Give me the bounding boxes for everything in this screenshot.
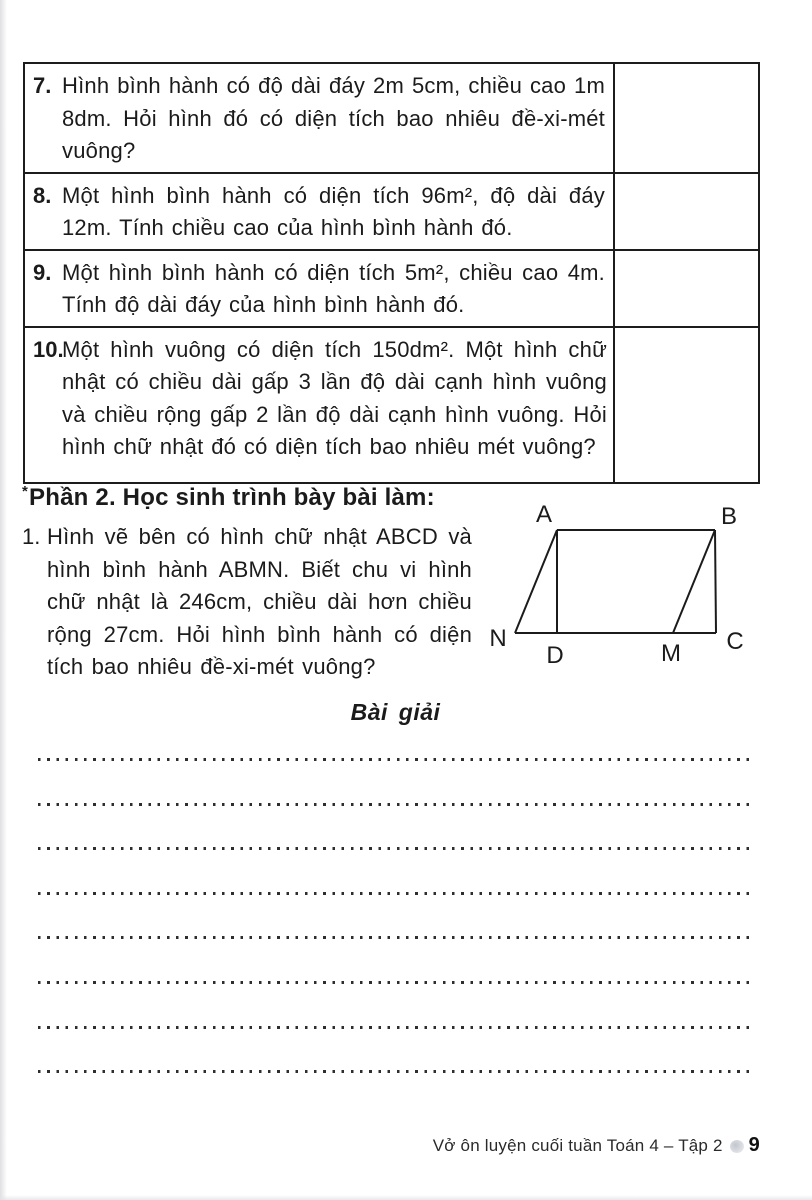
table-row <box>25 251 758 328</box>
problem-text: Một hình bình hành có diện tích 96m², độ dài đáy 12m. Tính chiều cao của hình bình hành đó. <box>62 182 605 240</box>
vertex-label-B: B <box>720 503 738 530</box>
answer-dotted-line <box>38 981 753 984</box>
problem-10-cell <box>25 328 615 482</box>
answer-lines <box>38 758 753 1115</box>
answer-dotted-line <box>38 1026 753 1029</box>
answer-dotted-line <box>38 1070 753 1073</box>
answer-cell <box>615 251 758 326</box>
answer-dotted-line <box>38 892 753 895</box>
solution-heading: Bài giải <box>350 699 441 725</box>
problem-9-cell <box>25 251 615 326</box>
problem-number: 10. <box>33 336 64 362</box>
edge-BC <box>715 530 716 633</box>
problem-text: Một hình bình hành có diện tích 5m², chiều cao 4m. Tính độ dài đáy của hình bình hành đó. <box>62 259 605 317</box>
page-footer <box>0 1134 760 1157</box>
edge-AN <box>515 530 557 633</box>
vertex-label-D: D <box>546 642 564 669</box>
problem-text: Hình vẽ bên có hình chữ nhật ABCD và hình bình hành ABMN. Biết chu vi hình chữ nhật là 246cm, chiều dài hơn chiều rộng 27cm. Hỏi hình bình hành có diện tích bao nhiêu đề-xi-mét vuông? <box>47 524 472 679</box>
answer-dotted-line <box>38 803 753 806</box>
answer-dotted-line <box>38 758 753 761</box>
table-row <box>25 64 758 174</box>
vertex-label-A: A <box>535 501 553 528</box>
problem-number: 8. <box>33 182 52 208</box>
vertex-label-C: C <box>726 628 744 655</box>
answer-dotted-line <box>38 936 753 939</box>
problem-7-cell <box>25 64 615 172</box>
heading-text: Phần 2. Học sinh trình bày bài làm: <box>29 484 435 511</box>
heading-asterisk: * <box>22 483 29 500</box>
part2-heading <box>22 483 435 512</box>
problem-text: Một hình vuông có diện tích 150dm². Một hình chữ nhật có chiều dài gấp 3 lần độ dài cạnh hình vuông và chiều rộng gấp 2 lần độ dài cạnh hình vuông. Hỏi hình chữ nhật đó có diện tích bao nhiêu mét vuông? <box>62 336 607 459</box>
geometry-figure <box>478 500 800 675</box>
problem-number: 7. <box>33 73 52 98</box>
answer-cell <box>615 174 758 249</box>
answer-dotted-line <box>38 847 753 850</box>
page-number: 9 <box>748 1134 760 1156</box>
problems-table <box>23 62 760 484</box>
footer-title: Vở ôn luyện cuối tuần Toán 4 – Tập 2 <box>432 1136 723 1155</box>
problem-8-cell <box>25 174 615 249</box>
table-row <box>25 328 758 482</box>
problem-1 <box>22 521 472 684</box>
edge-BM <box>673 530 715 633</box>
logo-smudge-icon <box>730 1140 744 1153</box>
vertex-label-N: N <box>489 625 507 652</box>
problem-number: 1. <box>22 524 41 549</box>
problem-number: 9. <box>33 259 52 285</box>
answer-cell <box>615 328 758 482</box>
table-row <box>25 174 758 251</box>
vertex-label-M: M <box>661 640 681 667</box>
problem-text: Hình bình hành có độ dài đáy 2m 5cm, chiều cao 1m 8dm. Hỏi hình đó có diện tích bao nhiêu đề-xi-mét vuông? <box>62 73 605 163</box>
answer-cell <box>615 64 758 172</box>
